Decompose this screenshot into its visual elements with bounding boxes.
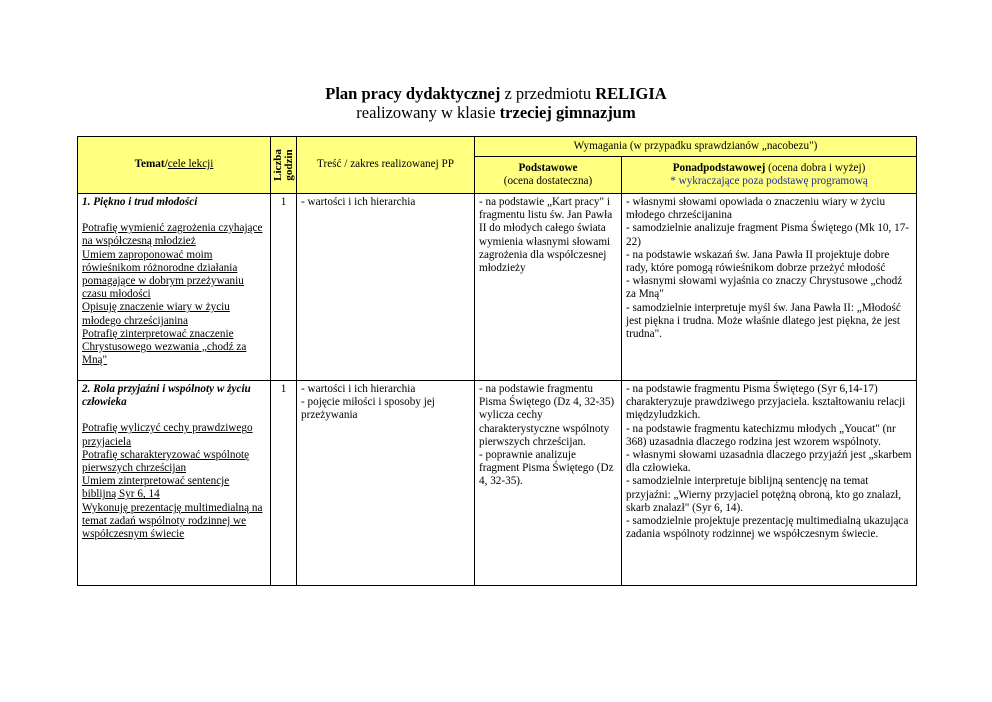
basic-item: - na podstawie fragmentu Pisma Świętego (Dz 4, 32-35) wylicza cechy charakterystyczne wspólnoty pierwszych chrześcijan.: [479, 383, 615, 448]
advanced-item: - samodzielnie interpretuje myśl św. Jana Pawła II: „Młodość jest piękna i trudna. Może właśnie dlatego jest piękna, że jest trudna".: [626, 301, 901, 341]
content-item: - wartości i ich hierarchia: [301, 196, 416, 208]
document-title: [0, 84, 992, 122]
advanced-item: - własnymi słowami opowiada o znaczeniu wiary w życiu młodego chrześcijanina: [626, 196, 886, 222]
goal-item: Potrafię zinterpretować znaczenie Chrystusowego wezwania „chodź za Mną": [82, 327, 247, 367]
advanced-item: - na podstawie fragmentu Pisma Świętego (Syr 6,14-17) charakteryzuje prawdziwego przyjaciela. kształtowaniu relacji międzyludzkich.: [626, 383, 906, 422]
goal-item: Potrafię scharakteryzować wspólnotę pierwszych chrześcijan: [82, 448, 250, 475]
lesson-row-2: [78, 381, 917, 586]
topic-title: 2. Rola przyjaźni i wspólnoty w życiu człowieka: [82, 383, 251, 409]
advanced-item: - samodzielnie interpretuje biblijną sentencję na temat przyjaźni: „Wierny przyjaciel potężną obroną, kto go znalazł, skarb znalazł" (Syr 6, 14).: [626, 475, 902, 514]
content-cell: [297, 381, 475, 586]
goal-item: Umiem zaproponować moim rówieśnikom różnorodne działania pomagające w dobrym przeżywaniu czasu młodości: [82, 248, 244, 301]
advanced-item: - samodzielnie projektuje prezentację multimedialną ukazująca zadania wspólnoty rodzinnej we współczesnym świecie.: [626, 515, 909, 541]
topic-cell: [78, 194, 271, 381]
goal-item: Wykonuję prezentację multimedialną na temat zadań wspólnoty rodzinnej we współczesnym świecie: [82, 501, 263, 541]
advanced-item: - własnymi słowami uzasadnia dlaczego przyjaźń jest „skarbem dla człowieka.: [626, 449, 912, 475]
goal-item: Umiem zinterpretować sentencje biblijną Syr 6, 14: [82, 475, 230, 501]
advanced-item: - samodzielnie analizuje fragment Pisma Świętego (Mk 10, 17-22): [626, 222, 910, 248]
content-item: - wartości i ich hierarchia: [301, 383, 416, 395]
content-item: - pojęcie miłości i sposoby jej przeżywania: [301, 396, 435, 422]
content-cell: [297, 194, 475, 381]
basic-cell: [475, 381, 622, 586]
header-row-1: [78, 137, 917, 157]
goal-item: Potrafię wymienić zagrożenia czyhające na współczesną młodzież: [82, 222, 263, 248]
header-advanced: Ponadpodstawowej (ocena dobra i wyżej) * wykraczające poza podstawę programową: [622, 157, 917, 194]
header-hours: Liczba godzin: [271, 137, 297, 194]
advanced-item: - na podstawie wskazań św. Jana Pawła II projektuje dobre rady, które pomogą rówieśnikom dobrze przeżyć młodość: [626, 248, 890, 275]
header-content: Treść / zakres realizowanej PP: [297, 137, 475, 194]
topic-title: 1. Piękno i trud młodości: [82, 196, 198, 208]
lesson-plan-table: [77, 136, 917, 586]
header-topic: Temat/cele lekcji: [78, 137, 271, 194]
topic-cell: [78, 381, 271, 586]
advanced-item: - własnymi słowami wyjaśnia co znaczy Chrystusowe „chodź za Mną": [626, 275, 903, 301]
basic-item: - na podstawie „Kart pracy" i fragmentu listu św. Jan Pawła II do młodych całego świata wymienia własnymi słowami zagrożenia dla współczesnej młodzieży: [479, 196, 613, 275]
lesson-row-1: [78, 194, 917, 381]
goal-item: Potrafię wyliczyć cechy prawdziwego przyjaciela: [82, 422, 253, 448]
advanced-cell: [622, 381, 917, 586]
title-line-1: Plan pracy dydaktycznej z przedmiotu RELIGIA: [325, 84, 667, 103]
header-requirements: Wymagania (w przypadku sprawdzianów „nacobezu"): [475, 137, 917, 157]
basic-item: - poprawnie analizuje fragment Pisma Świętego (Dz 4, 32-35).: [479, 449, 614, 488]
advanced-item: - na podstawie fragmentu katechizmu młodych „Youcat" (nr 368) uzasadnia dlaczego rodzina jest wzorem wspólnoty.: [626, 422, 896, 448]
basic-cell: [475, 194, 622, 381]
title-line-2: realizowany w klasie trzeciej gimnazjum: [356, 103, 636, 122]
header-basic: Podstawowe (ocena dostateczna): [475, 157, 622, 194]
advanced-cell: [622, 194, 917, 381]
hours-cell: 1: [271, 194, 297, 381]
goal-item: Opisuję znaczenie wiary w życiu młodego chrześcijanina: [82, 301, 230, 327]
hours-cell: 1: [271, 381, 297, 586]
